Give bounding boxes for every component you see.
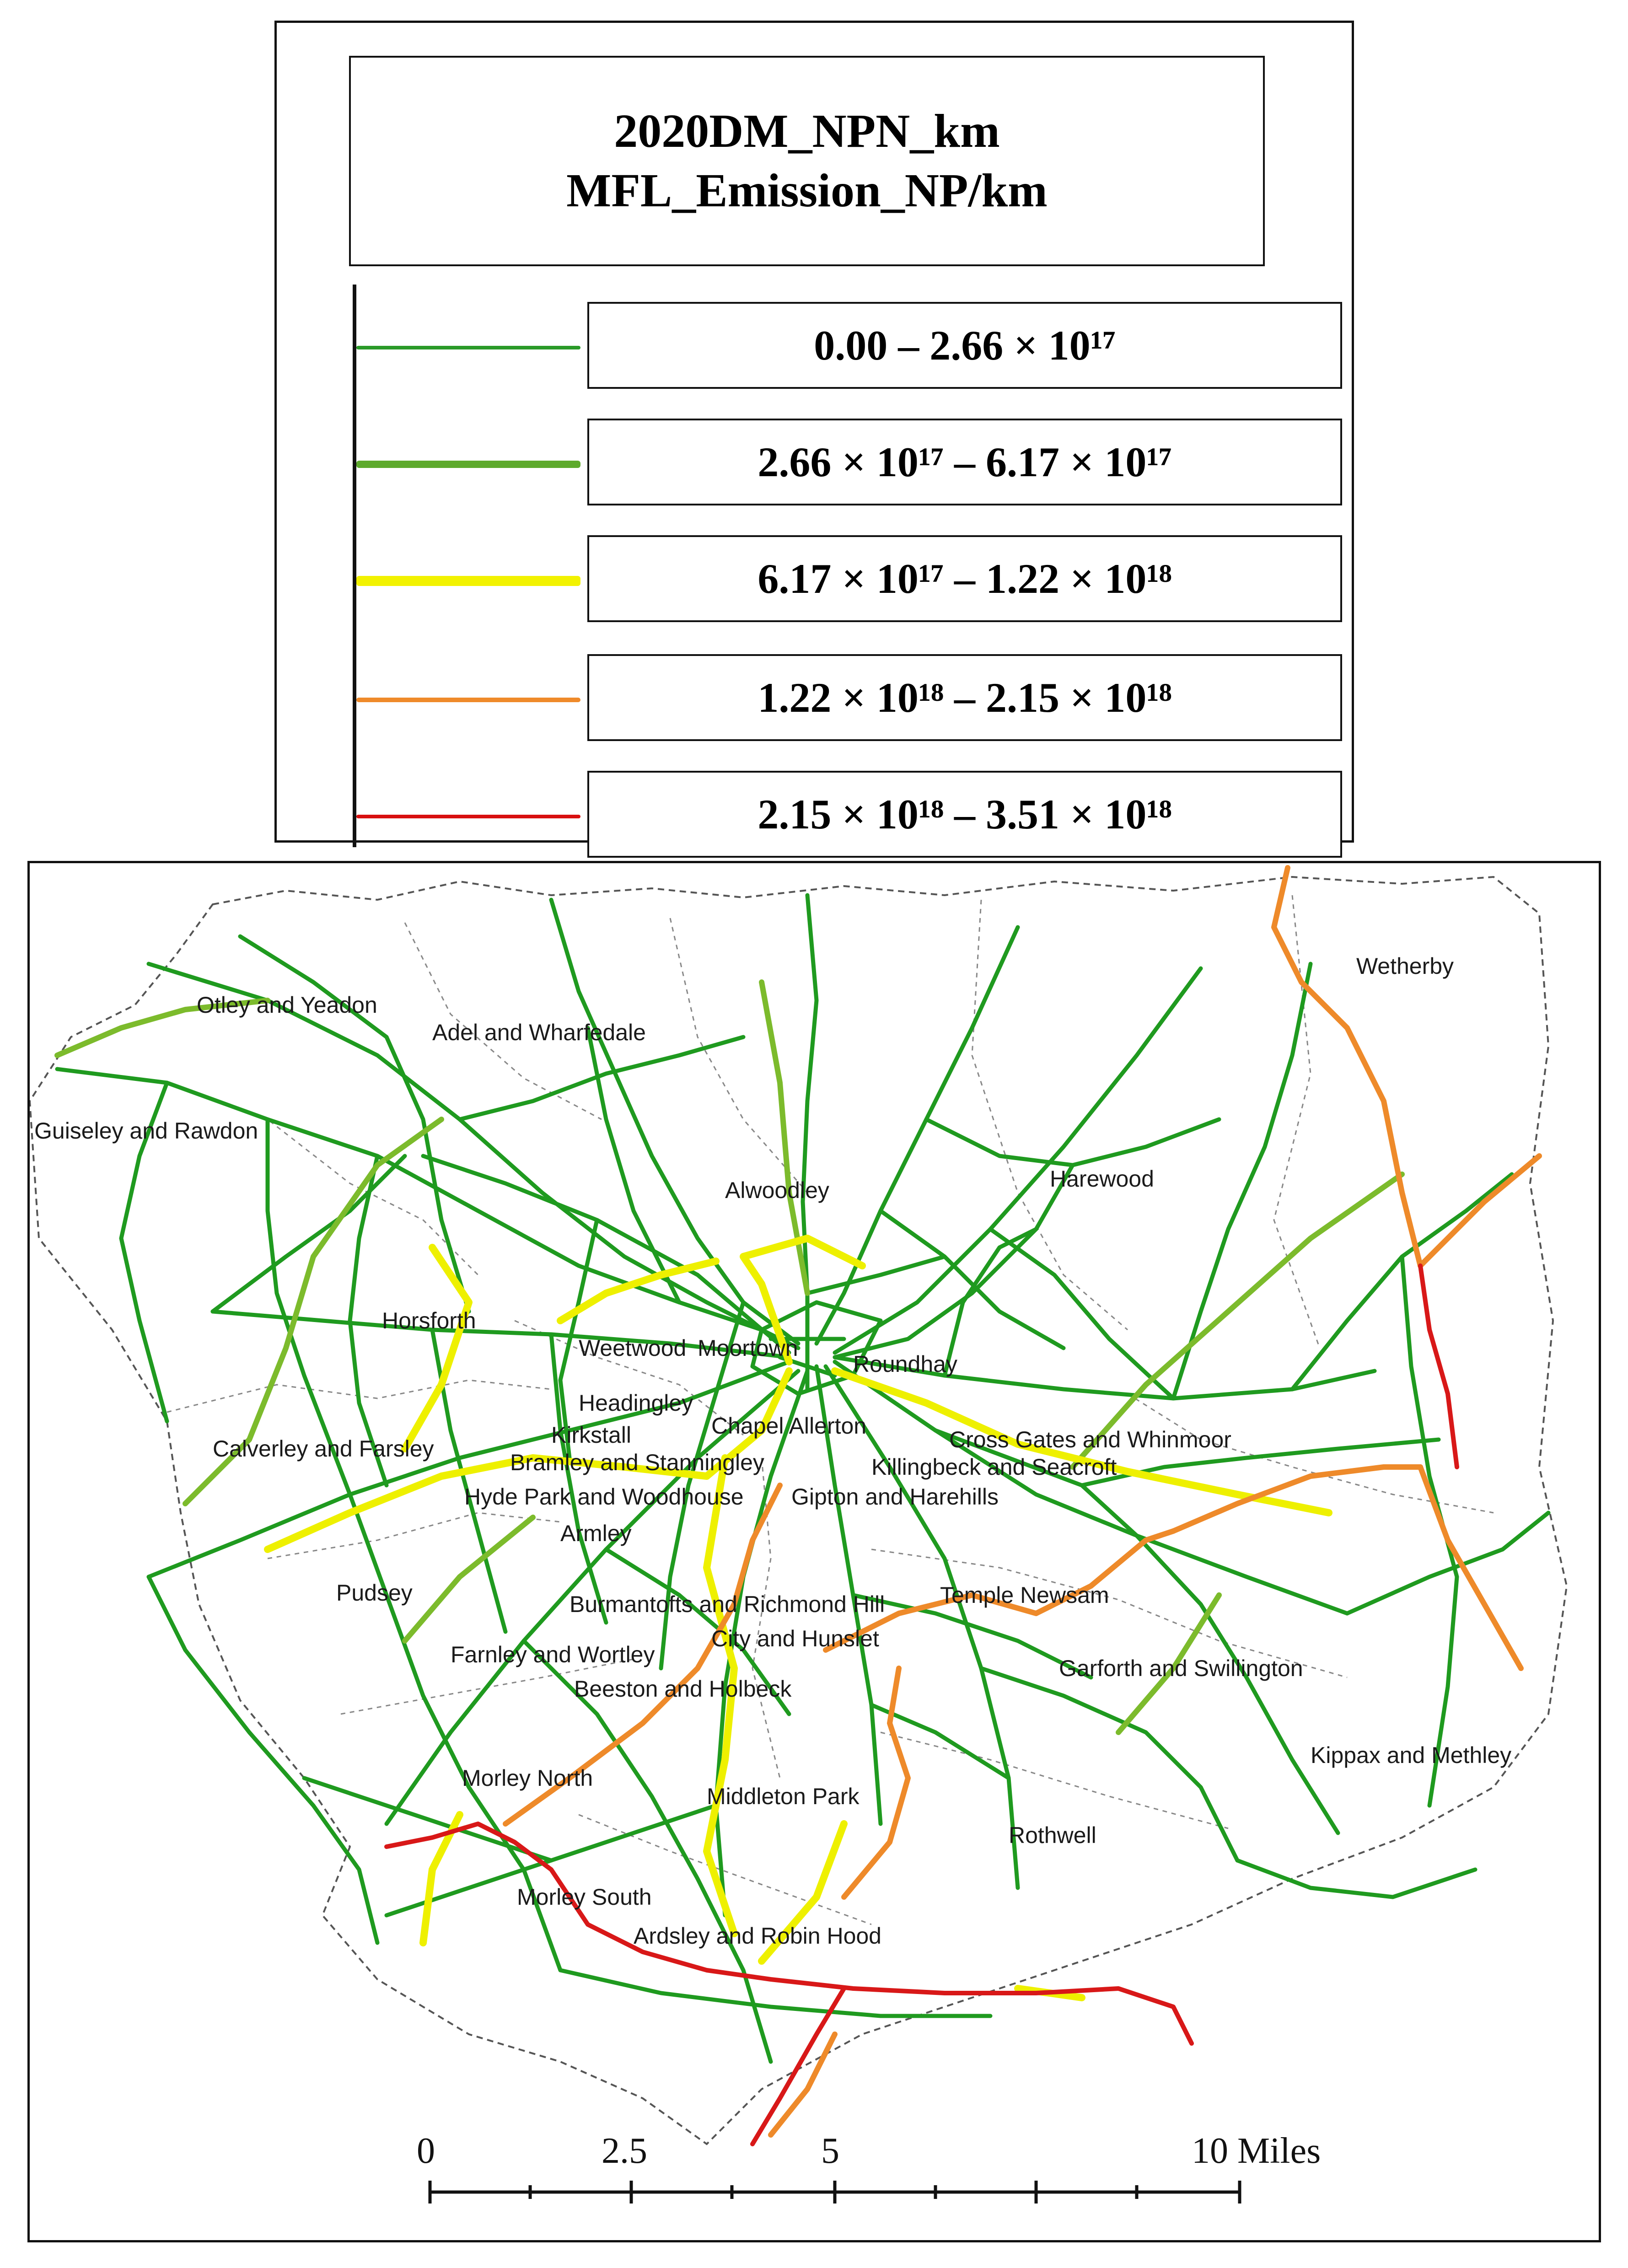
place-label: Otley and Yeadon: [197, 992, 377, 1018]
scale-bar: [430, 2181, 1240, 2204]
place-label: Armley: [560, 1521, 632, 1546]
place-label: Kirkstall: [551, 1422, 632, 1448]
place-label: City and Hunslet: [711, 1626, 879, 1651]
legend-class-2: [356, 419, 1358, 510]
legend-label-4: 1.22 × 10¹⁸ – 2.15 × 10¹⁸: [587, 654, 1342, 741]
roads-very-high-emission: [387, 1266, 1457, 2144]
place-label: Calverley and Farsley: [213, 1436, 434, 1462]
place-label: Morley South: [517, 1884, 652, 1910]
place-label: Harewood: [1050, 1166, 1154, 1192]
map-canvas: [30, 863, 1601, 2242]
district-boundary: [30, 877, 1567, 2144]
place-label: Cross Gates and Whinmoor: [949, 1427, 1231, 1452]
legend-title-line-2: MFL_Emission_NP/km: [566, 164, 1048, 217]
scale-label-5: 5: [821, 2131, 839, 2171]
legend-axis: [353, 285, 356, 847]
place-label: Middleton Park: [707, 1784, 860, 1809]
roads-low-emission: [57, 895, 1548, 2062]
legend-title-line-1: 2020DM_NPN_km: [614, 105, 1000, 157]
legend-label-3: 6.17 × 10¹⁷ – 1.22 × 10¹⁸: [587, 535, 1342, 622]
place-label: Killingbeck and Seacroft: [871, 1454, 1117, 1480]
legend-class-4: [356, 654, 1358, 746]
scale-label-0: 0: [417, 2131, 435, 2171]
place-label: Alwoodley: [725, 1177, 829, 1203]
place-label: Ardsley and Robin Hood: [634, 1923, 881, 1949]
place-label: Headingley: [579, 1390, 693, 1416]
place-label: Farnley and Wortley: [451, 1642, 655, 1667]
place-label: Temple Newsam: [940, 1582, 1109, 1608]
legend-label-2: 2.66 × 10¹⁷ – 6.17 × 10¹⁷: [587, 419, 1342, 505]
place-label: Chapel Allerton: [711, 1413, 867, 1439]
legend-title-box: [349, 56, 1265, 266]
legend-swatch-1: [356, 346, 580, 349]
place-label: Gipton and Harehills: [791, 1484, 999, 1510]
legend-class-5: [356, 771, 1358, 862]
legend-swatch-2: [356, 461, 580, 468]
scale-label-2-5: 2.5: [602, 2131, 647, 2171]
legend-swatch-4: [356, 698, 580, 702]
legend-class-3: [356, 535, 1358, 627]
legend-label-5: 2.15 × 10¹⁸ – 3.51 × 10¹⁸: [587, 771, 1342, 858]
place-label: Garforth and Swillington: [1059, 1655, 1303, 1681]
place-label: Kippax and Methley: [1311, 1742, 1512, 1768]
road-emission-map: [27, 861, 1601, 2242]
place-label: Bramley and Stanningley: [510, 1450, 764, 1475]
place-label: Hyde Park and Woodhouse: [464, 1484, 744, 1510]
legend-label-1: 0.00 – 2.66 × 10¹⁷: [587, 302, 1342, 389]
place-label: Pudsey: [336, 1580, 413, 1606]
place-label: Burmantofts and Richmond Hill: [570, 1591, 885, 1617]
place-label: Weetwood: [579, 1335, 687, 1361]
place-label: Beeston and Holbeck: [574, 1676, 792, 1702]
map-legend: [274, 21, 1354, 843]
place-label: Morley North: [462, 1765, 593, 1791]
legend-class-1: [356, 302, 1358, 393]
place-label: Roundhay: [853, 1351, 957, 1377]
place-label: Horsforth: [382, 1308, 476, 1333]
place-label: Wetherby: [1356, 953, 1454, 979]
scale-label-10-miles: 10 Miles: [1192, 2131, 1321, 2171]
place-label: Adel and Wharfedale: [432, 1020, 646, 1045]
legend-swatch-5: [356, 815, 580, 818]
legend-swatch-3: [356, 576, 580, 586]
place-label: Rothwell: [1009, 1822, 1096, 1848]
place-label: Guiseley and Rawdon: [34, 1118, 258, 1144]
place-label: Moortown: [698, 1335, 798, 1361]
